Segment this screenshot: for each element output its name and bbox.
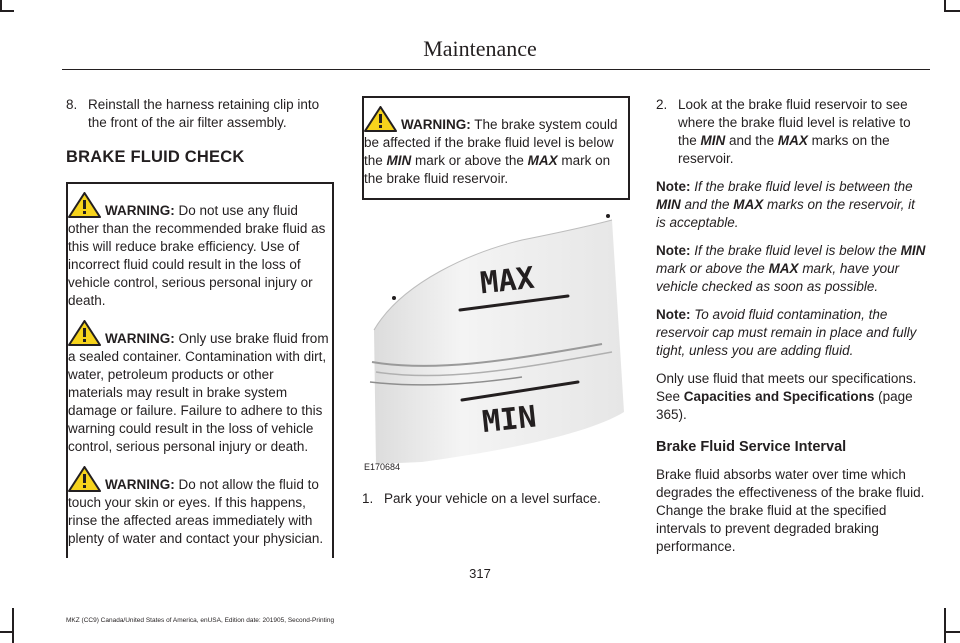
page-title: Maintenance — [423, 36, 537, 61]
note-text: mark, have your vehicle checked as soon as possible. — [656, 261, 900, 294]
step-number: 2. — [656, 97, 668, 112]
step-number: 1. — [362, 491, 374, 506]
warning-text: The brake system could be affected if the brake fluid level is below the — [364, 117, 618, 168]
column-right — [656, 96, 928, 556]
step-text: Park your vehicle on a level surface. — [384, 491, 601, 506]
warning-paragraph — [68, 192, 332, 310]
warning-label: WARNING: — [401, 117, 471, 132]
warning-paragraph — [68, 320, 332, 456]
crop-mark — [944, 10, 960, 12]
note-level-check — [656, 242, 928, 296]
paragraph-text: Only use fluid that meets our specifications. See — [656, 371, 917, 404]
step-8 — [66, 96, 334, 132]
note-text: If the brake fluid level is between the — [690, 179, 913, 194]
warning-box — [66, 182, 334, 558]
note-text: To avoid fluid contamination, the reservoir cap must remain in place and fully tight, unless you are adding fluid. — [656, 307, 917, 358]
footer-edition: MKZ (CC9) Canada/United States of America, enUSA, Edition date: 201905, Second-Printing — [66, 617, 335, 624]
warning-text: mark or above the — [411, 153, 528, 168]
max-mark-text: MAX — [768, 261, 799, 276]
warning-triangle-icon — [68, 466, 101, 492]
warning-label: WARNING: — [105, 203, 175, 218]
warning-text: Do not allow the fluid to touch your skin or eyes. If this happens, rinse the affected areas immediately with plenty of water and contact your physician. — [68, 477, 324, 546]
note-level-ok — [656, 178, 928, 232]
note-text: and the — [680, 197, 734, 212]
figure-id: E170684 — [364, 462, 401, 472]
crop-mark — [944, 608, 946, 643]
note-text: mark or above the — [656, 261, 769, 276]
min-mark-label: MIN — [480, 399, 539, 441]
reservoir-illustration — [362, 212, 630, 478]
reservoir-figure — [362, 212, 630, 478]
note-contamination — [656, 306, 928, 360]
step-text: Reinstall the harness retaining clip into the front of the air filter assembly. — [88, 97, 320, 130]
step-text-part: marks on the reservoir. — [678, 133, 890, 166]
header-rule — [62, 69, 930, 70]
warning-box — [362, 96, 630, 200]
warning-label: WARNING: — [105, 477, 175, 492]
warning-text: Only use brake fluid from a sealed container. Contamination with dirt, water, petroleum products or other materials may result in brake system damage or failure. Failure to adhere to this warning could result in the loss of vehicle control, serious personal injury or death. — [68, 331, 329, 454]
max-mark-label: MAX — [478, 260, 537, 302]
max-mark-text: MAX — [527, 153, 558, 168]
warning-text: Do not use any fluid other than the recommended brake fluid as this will reduce brake efficiency. Use of incorrect fluid could result in the loss of vehicle control, serious personal injury or death. — [68, 203, 326, 308]
column-middle — [362, 96, 630, 508]
crop-mark — [12, 608, 14, 643]
note-label: Note: — [656, 307, 691, 322]
capacities-link[interactable]: Capacities and Specifications — [683, 389, 875, 404]
max-mark-text: MAX — [733, 197, 764, 212]
section-heading: BRAKE FLUID CHECK — [66, 148, 245, 166]
min-mark-text: MIN — [700, 133, 726, 148]
paragraph-text: (page 365). — [656, 389, 913, 422]
warning-paragraph — [364, 106, 628, 188]
warning-triangle-icon — [68, 320, 101, 346]
step-2 — [656, 96, 928, 168]
page-number: 317 — [469, 566, 491, 581]
step-text — [678, 96, 928, 168]
min-mark-text: MIN — [900, 243, 926, 258]
note-text: If the brake fluid level is below the — [690, 243, 901, 258]
step-number: 8. — [66, 97, 78, 112]
note-label: Note: — [656, 179, 691, 194]
step-1 — [362, 490, 630, 508]
min-mark-text: MIN — [386, 153, 412, 168]
warning-paragraph — [68, 466, 332, 548]
min-mark-text: MIN — [656, 197, 681, 212]
note-label: Note: — [656, 243, 691, 258]
crop-mark — [0, 10, 14, 12]
subheading: Brake Fluid Service Interval — [656, 439, 847, 455]
step-text-part: and the — [725, 133, 778, 148]
interval-paragraph: Brake fluid absorbs water over time which degrades the effectiveness of the brake fluid. Change the brake fluid at the specified intervals to prevent degraded braking performance. — [656, 467, 925, 554]
warning-triangle-icon — [364, 106, 397, 132]
step-text-part: Look at the brake fluid reservoir to see where the brake fluid level is relative to the — [678, 97, 911, 148]
max-mark-text: MAX — [777, 133, 808, 148]
warning-text: mark on the brake fluid reservoir. — [364, 153, 611, 186]
note-text: marks on the reservoir, it is acceptable. — [656, 197, 915, 230]
fluid-spec-paragraph — [656, 370, 928, 424]
crop-mark — [944, 631, 960, 633]
column-left — [66, 96, 334, 558]
warning-label: WARNING: — [105, 331, 175, 346]
warning-triangle-icon — [68, 192, 101, 218]
